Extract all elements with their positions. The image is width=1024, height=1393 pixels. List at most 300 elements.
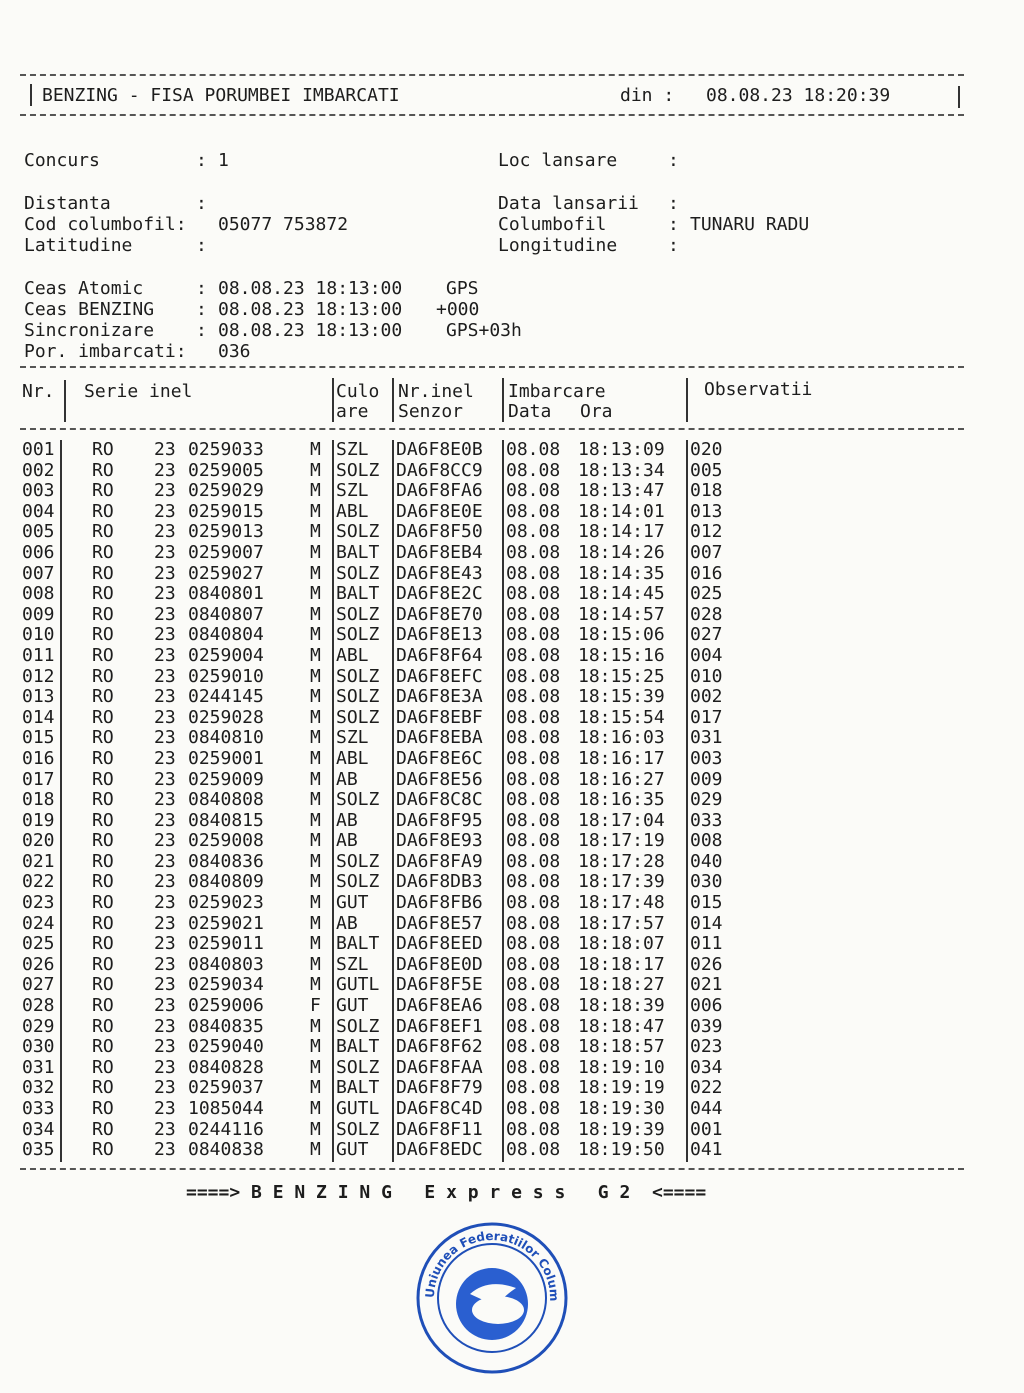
row-observation: 026 bbox=[690, 953, 723, 975]
row-color: BALT bbox=[336, 541, 380, 563]
row-sensor: DA6F8E0D bbox=[396, 953, 483, 975]
row-color: AB bbox=[336, 768, 358, 790]
table-row bbox=[20, 872, 740, 893]
row-sex: M bbox=[310, 541, 321, 563]
row-observation: 021 bbox=[690, 974, 723, 996]
row-year: 23 bbox=[154, 1118, 176, 1140]
row-color: SZL bbox=[336, 953, 369, 975]
row-time: 18:18:47 bbox=[578, 1015, 665, 1037]
table-row bbox=[20, 1037, 740, 1058]
row-year: 23 bbox=[154, 974, 176, 996]
row-nr: 035 bbox=[22, 1139, 55, 1161]
row-nr: 015 bbox=[22, 727, 55, 749]
row-sex: M bbox=[310, 933, 321, 955]
row-year: 23 bbox=[154, 768, 176, 790]
row-sex: M bbox=[310, 850, 321, 872]
row-color: SOLZ bbox=[336, 562, 380, 584]
table-row bbox=[20, 975, 740, 996]
pigeon-table-body bbox=[20, 440, 740, 1161]
row-sensor: DA6F8E13 bbox=[396, 624, 483, 646]
row-nr: 012 bbox=[22, 665, 55, 687]
table-row bbox=[20, 605, 740, 626]
col-divider-imbarcare bbox=[686, 378, 688, 422]
row-color: SZL bbox=[336, 480, 369, 502]
row-time: 18:16:35 bbox=[578, 789, 665, 811]
col-header-imbarcare: Imbarcare bbox=[508, 381, 606, 402]
row-date: 08.08 bbox=[506, 830, 561, 852]
row-observation: 009 bbox=[690, 768, 723, 790]
row-date: 08.08 bbox=[506, 583, 561, 605]
columbofil-value: TUNARU RADU bbox=[690, 214, 810, 235]
row-observation: 031 bbox=[690, 727, 723, 749]
table-row bbox=[20, 728, 740, 749]
federation-stamp bbox=[412, 1218, 572, 1382]
row-time: 18:14:57 bbox=[578, 603, 665, 625]
row-time: 18:15:39 bbox=[578, 686, 665, 708]
row-observation: 022 bbox=[690, 1077, 723, 1099]
row-year: 23 bbox=[154, 500, 176, 522]
row-color: BALT bbox=[336, 1036, 380, 1058]
row-nr: 027 bbox=[22, 974, 55, 996]
row-sensor: DA6F8F5E bbox=[396, 974, 483, 996]
row-time: 18:17:57 bbox=[578, 912, 665, 934]
row-sensor: DA6F8C4D bbox=[396, 1098, 483, 1119]
row-ring-number: 0259011 bbox=[188, 933, 264, 955]
row-nr: 009 bbox=[22, 603, 55, 625]
row-time: 18:18:57 bbox=[578, 1036, 665, 1058]
col-divider-nr bbox=[64, 380, 66, 422]
row-year: 23 bbox=[154, 892, 176, 914]
table-row bbox=[20, 646, 740, 667]
row-year: 23 bbox=[154, 995, 176, 1017]
row-year: 23 bbox=[154, 1098, 176, 1119]
row-country: RO bbox=[92, 1036, 114, 1058]
row-time: 18:15:16 bbox=[578, 644, 665, 666]
row-date: 08.08 bbox=[506, 706, 561, 728]
row-time: 18:16:03 bbox=[578, 727, 665, 749]
row-nr: 022 bbox=[22, 871, 55, 893]
row-color: GUTL bbox=[336, 974, 380, 996]
row-sensor: DA6F8F64 bbox=[396, 644, 483, 666]
row-sensor: DA6F8EF1 bbox=[396, 1015, 483, 1037]
row-time: 18:14:01 bbox=[578, 500, 665, 522]
row-date: 08.08 bbox=[506, 500, 561, 522]
row-country: RO bbox=[92, 686, 114, 708]
row-year: 23 bbox=[154, 933, 176, 955]
row-year: 23 bbox=[154, 686, 176, 708]
row-sensor: DA6F8FAA bbox=[396, 1056, 483, 1078]
row-nr: 019 bbox=[22, 809, 55, 831]
row-time: 18:18:07 bbox=[578, 933, 665, 955]
row-sensor: DA6F8E2C bbox=[396, 583, 483, 605]
row-country: RO bbox=[92, 974, 114, 996]
row-sex: M bbox=[310, 1036, 321, 1058]
row-ring-number: 1085044 bbox=[188, 1098, 264, 1119]
row-sex: M bbox=[310, 459, 321, 481]
row-time: 18:18:27 bbox=[578, 974, 665, 996]
row-year: 23 bbox=[154, 459, 176, 481]
table-row bbox=[20, 811, 740, 832]
col-header-nrinel-2: Senzor bbox=[398, 401, 464, 422]
row-date: 08.08 bbox=[506, 912, 561, 934]
print-date-label: din : bbox=[620, 85, 675, 106]
data-lansarii-colon: : bbox=[668, 193, 679, 214]
row-country: RO bbox=[92, 562, 114, 584]
row-color: ABL bbox=[336, 644, 369, 666]
row-ring-number: 0840838 bbox=[188, 1139, 264, 1161]
row-year: 23 bbox=[154, 706, 176, 728]
table-row bbox=[20, 708, 740, 729]
row-date: 08.08 bbox=[506, 1118, 561, 1140]
row-year: 23 bbox=[154, 727, 176, 749]
row-sensor: DA6F8F79 bbox=[396, 1077, 483, 1099]
row-time: 18:17:39 bbox=[578, 871, 665, 893]
row-ring-number: 0259027 bbox=[188, 562, 264, 584]
row-country: RO bbox=[92, 768, 114, 790]
row-sex: M bbox=[310, 1139, 321, 1161]
table-row bbox=[20, 955, 740, 976]
columbofil-label: Columbofil bbox=[498, 214, 607, 235]
row-year: 23 bbox=[154, 1015, 176, 1037]
row-time: 18:13:34 bbox=[578, 459, 665, 481]
row-observation: 003 bbox=[690, 747, 723, 769]
row-year: 23 bbox=[154, 1056, 176, 1078]
row-ring-number: 0259009 bbox=[188, 768, 264, 790]
header-bottom-rule bbox=[20, 114, 964, 116]
header-right-bar bbox=[958, 86, 960, 108]
row-country: RO bbox=[92, 871, 114, 893]
row-color: SOLZ bbox=[336, 459, 380, 481]
row-year: 23 bbox=[154, 1077, 176, 1099]
row-date: 08.08 bbox=[506, 974, 561, 996]
row-ring-number: 0259013 bbox=[188, 521, 264, 543]
row-observation: 041 bbox=[690, 1139, 723, 1161]
row-sensor: DA6F8E6C bbox=[396, 747, 483, 769]
row-observation: 006 bbox=[690, 995, 723, 1017]
row-country: RO bbox=[92, 521, 114, 543]
row-ring-number: 0259037 bbox=[188, 1077, 264, 1099]
row-date: 08.08 bbox=[506, 953, 561, 975]
ceas-atomic-value: 08.08.23 18:13:00 bbox=[218, 278, 403, 299]
row-observation: 012 bbox=[690, 521, 723, 543]
table-row bbox=[20, 749, 740, 770]
row-sex: M bbox=[310, 644, 321, 666]
ceas-benzing-suffix: +000 bbox=[436, 299, 480, 320]
table-row bbox=[20, 1120, 740, 1141]
row-color: SOLZ bbox=[336, 624, 380, 646]
row-ring-number: 0840815 bbox=[188, 809, 264, 831]
row-observation: 017 bbox=[690, 706, 723, 728]
row-sensor: DA6F8F95 bbox=[396, 809, 483, 831]
distanta-label: Distanta bbox=[24, 193, 111, 214]
row-time: 18:19:30 bbox=[578, 1098, 665, 1119]
concurs-colon: : bbox=[196, 150, 207, 171]
row-time: 18:15:25 bbox=[578, 665, 665, 687]
table-top-rule bbox=[20, 366, 964, 368]
row-color: SOLZ bbox=[336, 1118, 380, 1140]
row-nr: 034 bbox=[22, 1118, 55, 1140]
row-sensor: DA6F8E3A bbox=[396, 686, 483, 708]
row-sex: M bbox=[310, 1015, 321, 1037]
col-header-serie: Serie inel bbox=[84, 381, 193, 402]
row-color: BALT bbox=[336, 1077, 380, 1099]
ceas-benzing-colon: : bbox=[196, 299, 207, 320]
row-nr: 011 bbox=[22, 644, 55, 666]
row-year: 23 bbox=[154, 480, 176, 502]
row-observation: 028 bbox=[690, 603, 723, 625]
row-sex: M bbox=[310, 583, 321, 605]
row-ring-number: 0244116 bbox=[188, 1118, 264, 1140]
row-ring-number: 0259001 bbox=[188, 747, 264, 769]
document-title: BENZING - FISA PORUMBEI IMBARCATI bbox=[42, 85, 400, 106]
row-sensor: DA6F8F11 bbox=[396, 1118, 483, 1140]
row-ring-number: 0259028 bbox=[188, 706, 264, 728]
row-ring-number: 0259034 bbox=[188, 974, 264, 996]
row-sex: M bbox=[310, 1098, 321, 1119]
row-sensor: DA6F8E56 bbox=[396, 768, 483, 790]
row-sex: M bbox=[310, 624, 321, 646]
row-observation: 027 bbox=[690, 624, 723, 646]
row-sex: M bbox=[310, 686, 321, 708]
row-nr: 029 bbox=[22, 1015, 55, 1037]
row-color: GUT bbox=[336, 1139, 369, 1161]
row-nr: 020 bbox=[22, 830, 55, 852]
row-nr: 008 bbox=[22, 583, 55, 605]
row-sensor: DA6F8EA6 bbox=[396, 995, 483, 1017]
row-date: 08.08 bbox=[506, 933, 561, 955]
row-observation: 004 bbox=[690, 644, 723, 666]
row-color: AB bbox=[336, 912, 358, 934]
col-divider-serie bbox=[332, 378, 334, 422]
row-date: 08.08 bbox=[506, 562, 561, 584]
row-color: AB bbox=[336, 830, 358, 852]
row-date: 08.08 bbox=[506, 1056, 561, 1078]
footer-banner: ====> B E N Z I N G E x p r e s s G 2 <==== bbox=[186, 1182, 707, 1203]
row-country: RO bbox=[92, 995, 114, 1017]
row-sensor: DA6F8E57 bbox=[396, 912, 483, 934]
row-sensor: DA6F8E70 bbox=[396, 603, 483, 625]
table-row bbox=[20, 790, 740, 811]
sincronizare-label: Sincronizare bbox=[24, 320, 155, 341]
row-date: 08.08 bbox=[506, 1036, 561, 1058]
row-observation: 039 bbox=[690, 1015, 723, 1037]
row-ring-number: 0259033 bbox=[188, 439, 264, 460]
latitudine-colon: : bbox=[196, 235, 207, 256]
table-row bbox=[20, 1058, 740, 1079]
ceas-atomic-label: Ceas Atomic bbox=[24, 278, 144, 299]
row-sensor: DA6F8FA9 bbox=[396, 850, 483, 872]
row-date: 08.08 bbox=[506, 439, 561, 460]
row-time: 18:17:28 bbox=[578, 850, 665, 872]
row-color: ABL bbox=[336, 747, 369, 769]
row-date: 08.08 bbox=[506, 459, 561, 481]
row-year: 23 bbox=[154, 830, 176, 852]
row-date: 08.08 bbox=[506, 995, 561, 1017]
row-date: 08.08 bbox=[506, 789, 561, 811]
porumbei-imbarcati-value: 036 bbox=[218, 341, 251, 362]
row-sex: M bbox=[310, 974, 321, 996]
table-row bbox=[20, 625, 740, 646]
row-year: 23 bbox=[154, 912, 176, 934]
row-nr: 032 bbox=[22, 1077, 55, 1099]
col-header-nr: Nr. bbox=[22, 381, 55, 402]
row-time: 18:14:26 bbox=[578, 541, 665, 563]
row-sex: M bbox=[310, 562, 321, 584]
row-color: BALT bbox=[336, 933, 380, 955]
loc-lansare-label: Loc lansare bbox=[498, 150, 618, 171]
row-color: SOLZ bbox=[336, 850, 380, 872]
row-country: RO bbox=[92, 1118, 114, 1140]
row-country: RO bbox=[92, 1077, 114, 1099]
row-year: 23 bbox=[154, 439, 176, 460]
row-date: 08.08 bbox=[506, 850, 561, 872]
row-date: 08.08 bbox=[506, 1077, 561, 1099]
row-observation: 020 bbox=[690, 439, 723, 460]
row-observation: 011 bbox=[690, 933, 723, 955]
row-sex: M bbox=[310, 809, 321, 831]
row-ring-number: 0259029 bbox=[188, 480, 264, 502]
row-sex: M bbox=[310, 706, 321, 728]
row-color: GUTL bbox=[336, 1098, 380, 1119]
row-observation: 018 bbox=[690, 480, 723, 502]
row-observation: 014 bbox=[690, 912, 723, 934]
row-year: 23 bbox=[154, 850, 176, 872]
row-color: SOLZ bbox=[336, 1056, 380, 1078]
row-time: 18:17:04 bbox=[578, 809, 665, 831]
col-header-nrinel-1: Nr.inel bbox=[398, 381, 474, 402]
row-time: 18:19:19 bbox=[578, 1077, 665, 1099]
table-row bbox=[20, 934, 740, 955]
row-sensor: DA6F8E0E bbox=[396, 500, 483, 522]
row-sensor: DA6F8DB3 bbox=[396, 871, 483, 893]
table-row bbox=[20, 1078, 740, 1099]
row-observation: 015 bbox=[690, 892, 723, 914]
row-time: 18:13:47 bbox=[578, 480, 665, 502]
distanta-colon: : bbox=[196, 193, 207, 214]
row-date: 08.08 bbox=[506, 644, 561, 666]
row-time: 18:13:09 bbox=[578, 439, 665, 460]
row-observation: 002 bbox=[690, 686, 723, 708]
table-row bbox=[20, 461, 740, 482]
table-row bbox=[20, 440, 740, 461]
col-header-culoare-1: Culo bbox=[336, 381, 380, 402]
row-sensor: DA6F8FB6 bbox=[396, 892, 483, 914]
row-time: 18:14:45 bbox=[578, 583, 665, 605]
row-nr: 004 bbox=[22, 500, 55, 522]
row-country: RO bbox=[92, 583, 114, 605]
row-sensor: DA6F8EB4 bbox=[396, 541, 483, 563]
table-row bbox=[20, 770, 740, 791]
row-color: ABL bbox=[336, 500, 369, 522]
row-sex: M bbox=[310, 892, 321, 914]
row-sex: F bbox=[310, 995, 321, 1017]
row-nr: 016 bbox=[22, 747, 55, 769]
row-color: GUT bbox=[336, 995, 369, 1017]
row-observation: 016 bbox=[690, 562, 723, 584]
row-year: 23 bbox=[154, 562, 176, 584]
row-date: 08.08 bbox=[506, 480, 561, 502]
row-year: 23 bbox=[154, 521, 176, 543]
col-header-ora: Ora bbox=[580, 401, 613, 422]
row-sensor: DA6F8F50 bbox=[396, 521, 483, 543]
row-sex: M bbox=[310, 1118, 321, 1140]
row-date: 08.08 bbox=[506, 686, 561, 708]
row-year: 23 bbox=[154, 1036, 176, 1058]
row-sensor: DA6F8E43 bbox=[396, 562, 483, 584]
row-ring-number: 0259040 bbox=[188, 1036, 264, 1058]
row-sex: M bbox=[310, 500, 321, 522]
row-time: 18:17:19 bbox=[578, 830, 665, 852]
row-nr: 018 bbox=[22, 789, 55, 811]
row-sex: M bbox=[310, 480, 321, 502]
row-year: 23 bbox=[154, 789, 176, 811]
row-country: RO bbox=[92, 644, 114, 666]
row-sex: M bbox=[310, 727, 321, 749]
row-observation: 044 bbox=[690, 1098, 723, 1119]
row-sensor: DA6F8F62 bbox=[396, 1036, 483, 1058]
row-year: 23 bbox=[154, 583, 176, 605]
row-sensor: DA6F8C8C bbox=[396, 789, 483, 811]
row-observation: 005 bbox=[690, 459, 723, 481]
latitudine-label: Latitudine bbox=[24, 235, 133, 256]
row-observation: 040 bbox=[690, 850, 723, 872]
row-sex: M bbox=[310, 871, 321, 893]
row-nr: 007 bbox=[22, 562, 55, 584]
table-row bbox=[20, 914, 740, 935]
row-nr: 030 bbox=[22, 1036, 55, 1058]
row-year: 23 bbox=[154, 871, 176, 893]
row-color: SOLZ bbox=[336, 686, 380, 708]
row-observation: 001 bbox=[690, 1118, 723, 1140]
table-row bbox=[20, 1140, 740, 1161]
row-observation: 034 bbox=[690, 1056, 723, 1078]
row-date: 08.08 bbox=[506, 747, 561, 769]
row-time: 18:19:39 bbox=[578, 1118, 665, 1140]
row-date: 08.08 bbox=[506, 624, 561, 646]
row-sensor: DA6F8EBF bbox=[396, 706, 483, 728]
row-sex: M bbox=[310, 1056, 321, 1078]
row-ring-number: 0259005 bbox=[188, 459, 264, 481]
row-time: 18:15:54 bbox=[578, 706, 665, 728]
row-color: BALT bbox=[336, 583, 380, 605]
row-time: 18:14:35 bbox=[578, 562, 665, 584]
row-sex: M bbox=[310, 603, 321, 625]
table-row bbox=[20, 584, 740, 605]
row-observation: 029 bbox=[690, 789, 723, 811]
row-year: 23 bbox=[154, 541, 176, 563]
row-nr: 021 bbox=[22, 850, 55, 872]
stamp-text: Uniunea Federatiilor Colum bbox=[422, 1228, 562, 1302]
sincronizare-value: 08.08.23 18:13:00 bbox=[218, 320, 403, 341]
row-date: 08.08 bbox=[506, 892, 561, 914]
col-divider-culoare bbox=[392, 378, 394, 422]
row-ring-number: 0259007 bbox=[188, 541, 264, 563]
header-left-bar bbox=[30, 84, 32, 106]
row-observation: 013 bbox=[690, 500, 723, 522]
row-observation: 007 bbox=[690, 541, 723, 563]
table-row bbox=[20, 687, 740, 708]
row-observation: 025 bbox=[690, 583, 723, 605]
loc-lansare-colon: : bbox=[668, 150, 679, 171]
row-date: 08.08 bbox=[506, 541, 561, 563]
row-observation: 030 bbox=[690, 871, 723, 893]
row-observation: 010 bbox=[690, 665, 723, 687]
row-ring-number: 0840803 bbox=[188, 953, 264, 975]
row-color: GUT bbox=[336, 892, 369, 914]
row-country: RO bbox=[92, 830, 114, 852]
row-ring-number: 0840836 bbox=[188, 850, 264, 872]
data-lansarii-label: Data lansarii bbox=[498, 193, 639, 214]
